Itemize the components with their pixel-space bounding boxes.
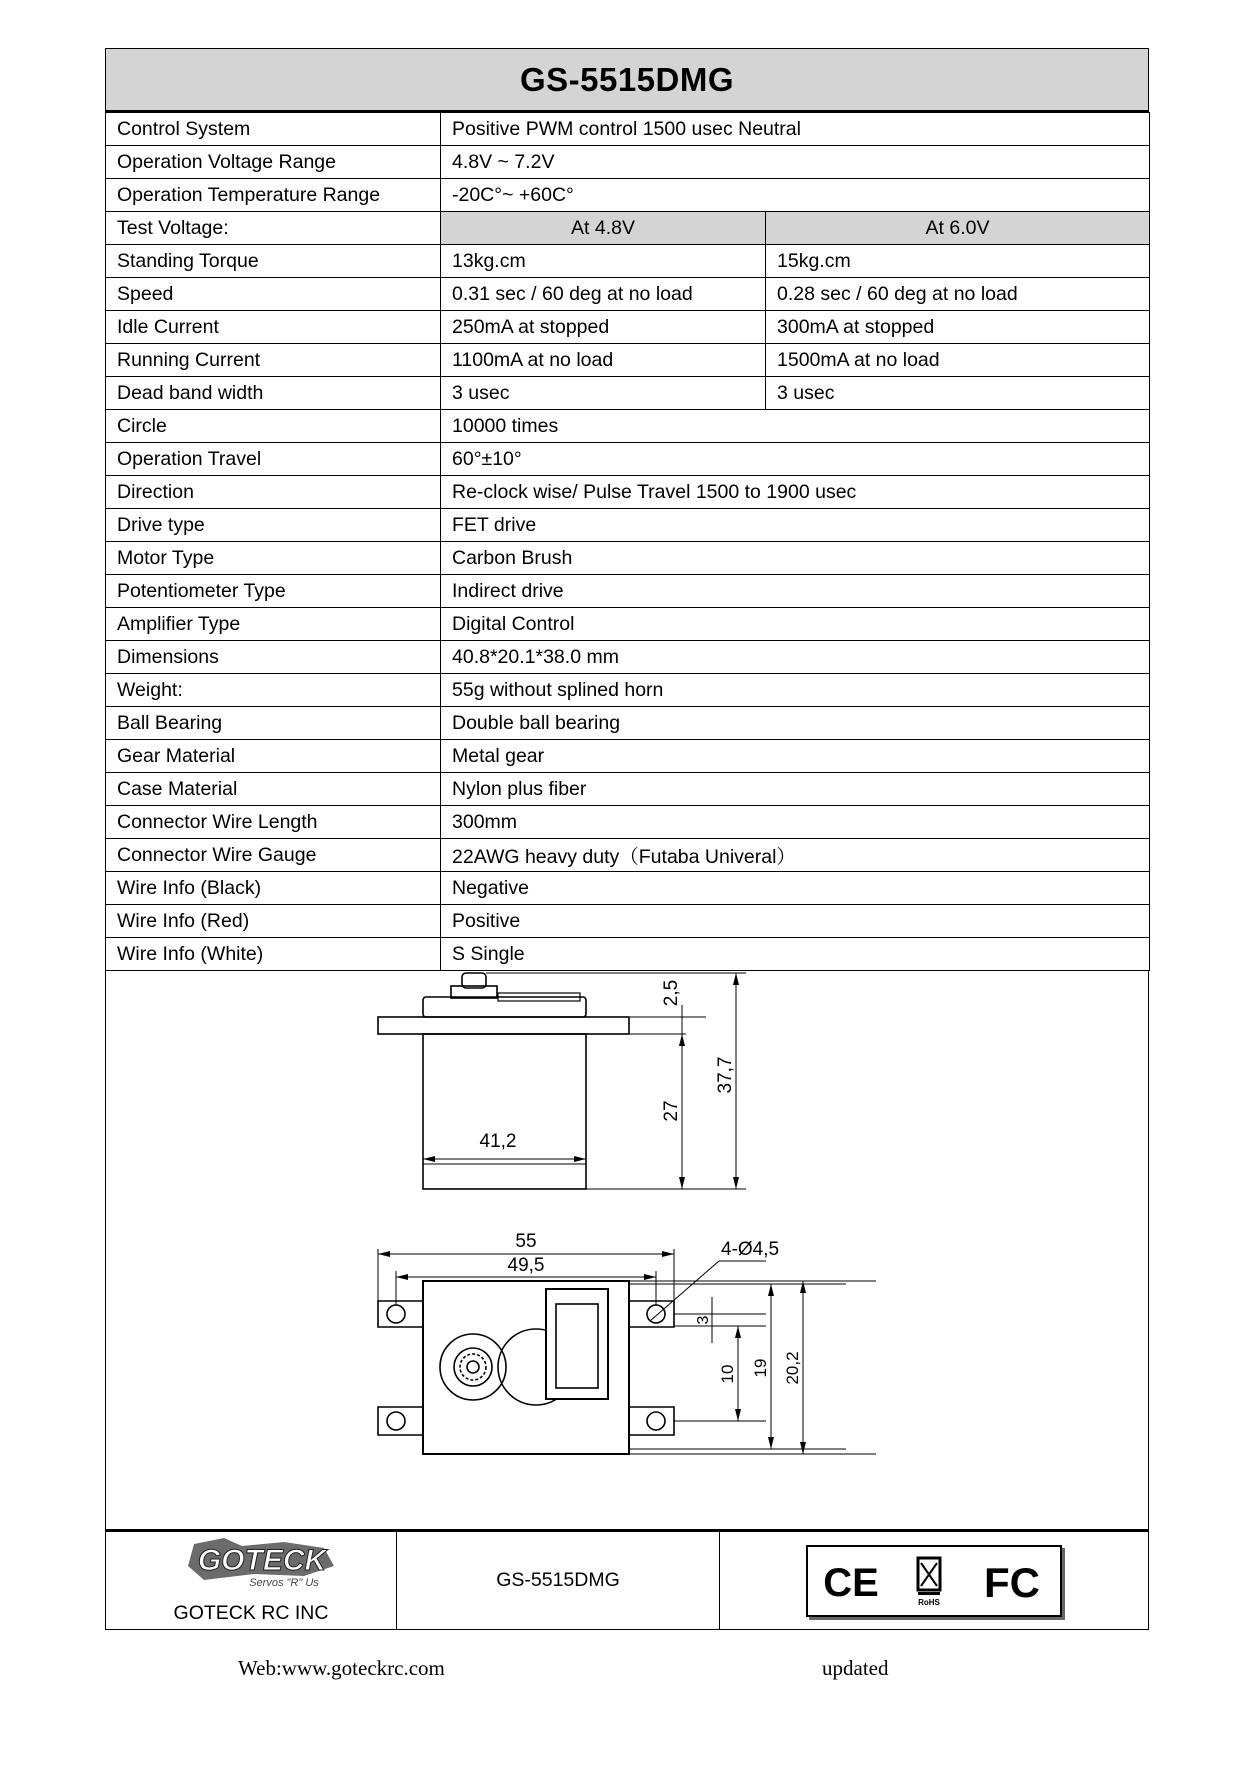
table-row — [106, 476, 1150, 509]
spec-label: Case Material — [106, 773, 441, 806]
spec-value-6-0v: 300mA at stopped — [766, 311, 1150, 344]
dim-20-2: 20,2 — [783, 1351, 802, 1385]
certification-box — [806, 1545, 1062, 1617]
spec-value-4-8v: 250mA at stopped — [441, 311, 766, 344]
spec-value: Double ball bearing — [441, 707, 1150, 740]
column-header-4-8v: At 4.8V — [441, 212, 766, 245]
spec-value-4-8v: 3 usec — [441, 377, 766, 410]
spec-label: Wire Info (White) — [106, 938, 441, 971]
table-row — [106, 311, 1150, 344]
dim-total-height: 37,7 — [715, 1056, 736, 1094]
technical-drawing — [105, 971, 1149, 1530]
spec-label: Weight: — [106, 674, 441, 707]
spec-label: Operation Travel — [106, 443, 441, 476]
spec-value-6-0v: 1500mA at no load — [766, 344, 1150, 377]
spec-value: 40.8*20.1*38.0 mm — [441, 641, 1150, 674]
spec-label: Direction — [106, 476, 441, 509]
model-cell — [397, 1532, 720, 1629]
dim-19: 19 — [751, 1358, 770, 1378]
spec-value: S Single — [441, 938, 1150, 971]
table-row — [106, 641, 1150, 674]
table-row — [106, 179, 1150, 212]
fc-mark-text: FC — [984, 1558, 1040, 1605]
spec-value-4-8v: 13kg.cm — [441, 245, 766, 278]
table-row — [106, 707, 1150, 740]
dim-top-height: 2,5 — [661, 979, 682, 1007]
spec-value-6-0v: 15kg.cm — [766, 245, 1150, 278]
spec-label: Operation Voltage Range — [106, 146, 441, 179]
spec-value: Positive — [441, 905, 1150, 938]
table-row — [106, 674, 1150, 707]
logo-text: GOTECK — [197, 1544, 327, 1577]
spec-label: Speed — [106, 278, 441, 311]
table-row — [106, 377, 1150, 410]
table-row — [106, 146, 1150, 179]
goteck-logo — [184, 1536, 340, 1598]
dim-3: 3 — [695, 1315, 712, 1325]
spec-label: Wire Info (Black) — [106, 872, 441, 905]
spec-value: Nylon plus fiber — [441, 773, 1150, 806]
spec-label: Dead band width — [106, 377, 441, 410]
spec-value: 60°±10° — [441, 443, 1150, 476]
rohs-weee-icon — [909, 1554, 949, 1608]
rohs-text: RoHS — [918, 1597, 940, 1607]
spec-label: Connector Wire Length — [106, 806, 441, 839]
spec-label: Amplifier Type — [106, 608, 441, 641]
spec-value: Metal gear — [441, 740, 1150, 773]
spec-value: 55g without splined horn — [441, 674, 1150, 707]
updated-text: updated — [822, 1656, 889, 1680]
spec-value: 4.8V ~ 7.2V — [441, 146, 1150, 179]
table-row — [106, 245, 1150, 278]
table-row — [106, 344, 1150, 377]
spec-value-4-8v: 1100mA at no load — [441, 344, 766, 377]
table-row — [106, 410, 1150, 443]
fcc-mark-icon — [979, 1557, 1045, 1605]
spec-label: Gear Material — [106, 740, 441, 773]
ce-mark-text: CE — [823, 1560, 879, 1603]
page-title: GS-5515DMG — [105, 48, 1149, 112]
dim-overall-width: 55 — [515, 1231, 537, 1252]
servo-dimension-diagram — [106, 971, 1150, 1530]
spec-value: 10000 times — [441, 410, 1150, 443]
spec-value: 300mm — [441, 806, 1150, 839]
table-row — [106, 740, 1150, 773]
spec-label: Wire Info (Red) — [106, 905, 441, 938]
spec-value: Digital Control — [441, 608, 1150, 641]
table-row — [106, 773, 1150, 806]
dim-10: 10 — [718, 1364, 737, 1384]
spec-label: Dimensions — [106, 641, 441, 674]
dim-body-height: 27 — [661, 1100, 682, 1122]
certification-cell — [720, 1532, 1148, 1629]
spec-label: Standing Torque — [106, 245, 441, 278]
spec-label: Ball Bearing — [106, 707, 441, 740]
spec-value: Re-clock wise/ Pulse Travel 1500 to 1900 usec — [441, 476, 1150, 509]
spec-value-6-0v: 0.28 sec / 60 deg at no load — [766, 278, 1150, 311]
table-row — [106, 872, 1150, 905]
test-voltage-row — [106, 212, 1150, 245]
spec-sheet — [105, 48, 1149, 1630]
spec-label: Control System — [106, 113, 441, 146]
table-row — [106, 443, 1150, 476]
logo-tagline: Servos "R" Us — [249, 1577, 319, 1589]
dim-hole-diameter: 4-Ø4,5 — [721, 1239, 780, 1260]
spec-value: Positive PWM control 1500 usec Neutral — [441, 113, 1150, 146]
table-row — [106, 575, 1150, 608]
spec-label: Motor Type — [106, 542, 441, 575]
spec-value: Indirect drive — [441, 575, 1150, 608]
company-name: GOTECK RC INC — [173, 1602, 329, 1624]
table-row — [106, 608, 1150, 641]
column-header-6-0v: At 6.0V — [766, 212, 1150, 245]
spec-label: Connector Wire Gauge — [106, 839, 441, 872]
spec-value: 22AWG heavy duty（Futaba Univeral） — [441, 839, 1150, 872]
ce-mark-icon — [823, 1559, 879, 1603]
spec-table — [105, 112, 1150, 971]
spec-value-6-0v: 3 usec — [766, 377, 1150, 410]
table-row — [106, 509, 1150, 542]
side-view — [378, 973, 746, 1189]
spec-value: Negative — [441, 872, 1150, 905]
table-row — [106, 905, 1150, 938]
footer-model: GS-5515DMG — [496, 1569, 620, 1591]
spec-label: Circle — [106, 410, 441, 443]
spec-label: Potentiometer Type — [106, 575, 441, 608]
table-row — [106, 542, 1150, 575]
table-row — [106, 839, 1150, 872]
table-row — [106, 938, 1150, 971]
logo-cell — [106, 1532, 397, 1629]
spec-value-4-8v: 0.31 sec / 60 deg at no load — [441, 278, 766, 311]
dim-hole-spacing: 49,5 — [507, 1255, 545, 1276]
spec-label: Operation Temperature Range — [106, 179, 441, 212]
spec-label: Drive type — [106, 509, 441, 542]
spec-value: -20C°~ +60C° — [441, 179, 1150, 212]
dim-side-width: 41,2 — [479, 1131, 517, 1152]
spec-value: Carbon Brush — [441, 542, 1150, 575]
spec-value: FET drive — [441, 509, 1150, 542]
table-row — [106, 113, 1150, 146]
website-text: Web:www.goteckrc.com — [238, 1656, 445, 1680]
footer-block — [105, 1530, 1149, 1630]
spec-label: Idle Current — [106, 311, 441, 344]
spec-label: Running Current — [106, 344, 441, 377]
table-row — [106, 278, 1150, 311]
spec-label: Test Voltage: — [106, 212, 441, 245]
table-row — [106, 806, 1150, 839]
